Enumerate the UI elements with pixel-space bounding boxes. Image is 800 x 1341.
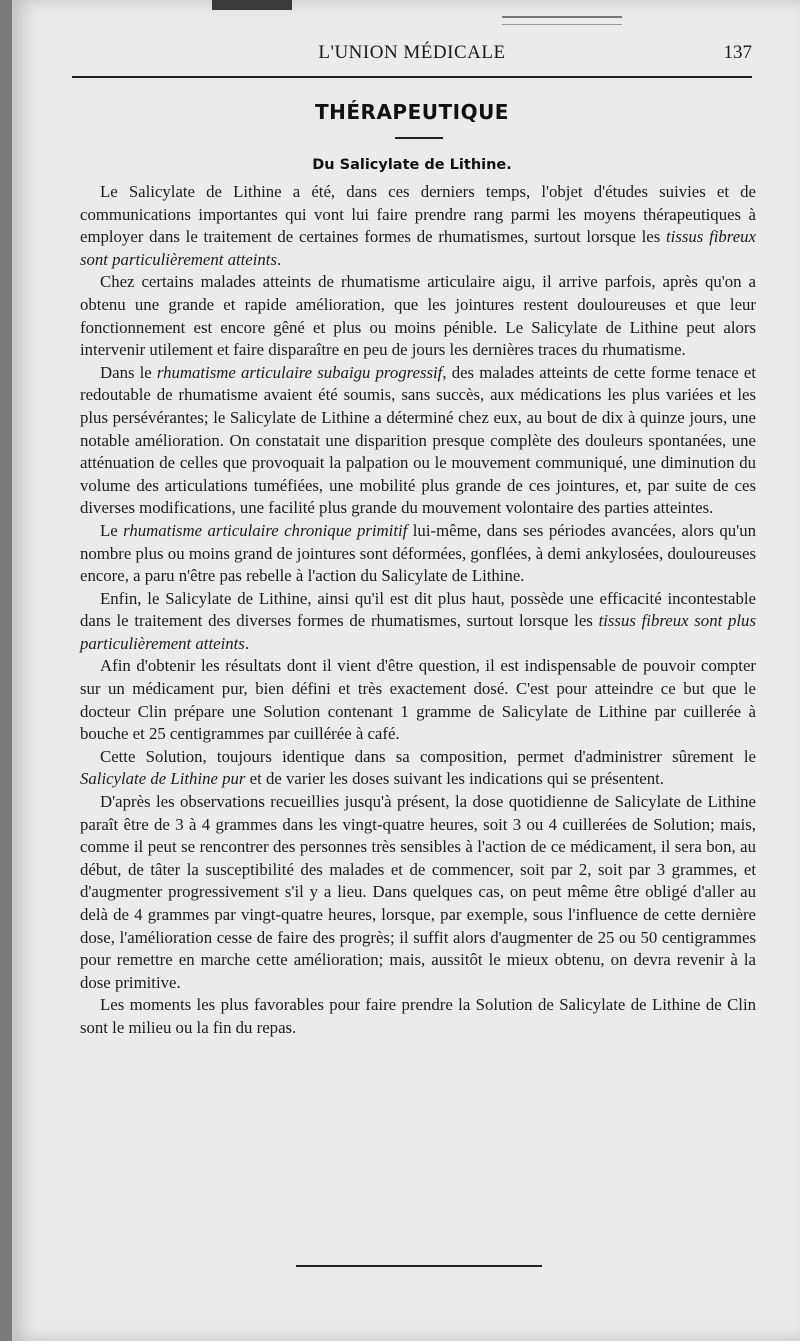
article-body	[80, 181, 756, 1040]
paragraph: Le rhumatisme articulaire chronique primitif lui-même, dans ses périodes avancées, alors qu'un nombre plus ou moins grand de jointures sont déformées, gonflées, à demi ankylosées, douloureuses encore, a paru n'être pas rebelle à l'action du Salicylate de Lithine.	[80, 520, 756, 586]
journal-title: L'UNION MÉDICALE	[318, 42, 506, 63]
header-rule	[72, 76, 752, 78]
document-page	[12, 0, 800, 1341]
paragraph: Afin d'obtenir les résultats dont il vient d'être question, il est indispensable de pouvoir compter sur un médicament pur, bien défini et très exactement dosé. C'est pour atteindre ce but que le docteur Clin prépare une Solution contenant 1 gramme de Salicylate de Lithine par cuillerée à bouche et 25 centigrammes par cuillérée à café.	[80, 656, 756, 744]
section-title: THÉRAPEUTIQUE	[315, 100, 509, 124]
title-divider	[395, 137, 443, 139]
paragraph: Dans le rhumatisme articulaire subaigu progressif, des malades atteints de cette forme tenace et redoutable de rhumatisme avaient été soumis, sans succès, aux médications les plus variées et les plus persévérantes; le Salicylate de Lithine a déterminé chez eux, au bout de dix à quinze jours, une notable amélioration. On constatait une disparition presque complète des douleurs spontanées, une atténuation de celles que provoquait la palpation ou le mouvement communiqué, une diminution du volume des articulations tuméfiées, une mobilité plus grande de ces jointures, et, par suite de ces diverses modifications, une facilité plus grande du mouvement volontaire des parties atteintes.	[80, 362, 756, 518]
page-number: 137	[723, 42, 752, 63]
end-rule	[296, 1265, 542, 1267]
paragraph: Chez certains malades atteints de rhumatisme articulaire aigu, il arrive parfois, après qu'on a obtenu une grande et rapide amélioration, que les jointures restent douloureuses et que leur fonctionnement est encore gêné et plus ou moins pénible. Le Salicylate de Lithine peut alors intervenir utilement et faire disparaître en peu de jours les dernières traces du rhumatisme.	[80, 272, 756, 360]
emphasis: Salicylate de Lithine pur	[80, 769, 246, 789]
paragraph: Les moments les plus favorables pour faire prendre la Solution de Salicylate de Lithine de Clin sont le milieu ou la fin du repas.	[80, 995, 756, 1037]
emphasis: rhumatisme articulaire chronique primitif	[123, 520, 408, 540]
emphasis: tissus fibreux sont particulièrement atteints	[80, 227, 756, 269]
paragraph: Enfin, le Salicylate de Lithine, ainsi qu'il est dit plus haut, possède une efficacité incontestable dans le traitement des diverses formes de rhumatismes, surtout lorsque les tissus fibreux sont plus particulièrement atteints.	[80, 588, 756, 653]
paragraph: D'après les observations recueillies jusqu'à présent, la dose quotidienne de Salicylate de Lithine paraît être de 3 à 4 grammes dans les vingt-quatre heures, soit 3 ou 4 cuillerées de Solution; mais, comme il peut se rencontrer des personnes très sensibles à l'action de ce médicament, il sera bon, au début, de tâter la susceptibilité des malades et de commencer, soit par 2, soit par 3 grammes, et d'augmenter progressivement s'il y a lieu. Dans quelques cas, on peut même être obligé d'aller au delà de 4 grammes par vingt-quatre heures, lorsque, par exemple, sous l'influence de cette dernière dose, l'amélioration cesse de faire des progrès; il suffit alors d'augmenter de 25 ou 50 centigrammes pour remettre en marche cette amélioration; mais, aussitôt le mieux obtenu, on devra revenir à la dose primitive.	[80, 792, 756, 992]
emphasis: rhumatisme articulaire subaigu progressif	[156, 362, 443, 382]
running-header	[72, 42, 752, 72]
scan-artifact	[212, 0, 292, 10]
article-subtitle: Du Salicylate de Lithine.	[312, 157, 512, 173]
paragraph: Cette Solution, toujours identique dans sa composition, permet d'administrer sûrement le Salicylate de Lithine pur et de varier les doses suivant les indications qui se présentent.	[80, 746, 756, 789]
emphasis: tissus fibreux sont plus particulièrement atteints	[80, 611, 756, 653]
paragraph: Le Salicylate de Lithine a été, dans ces derniers temps, l'objet d'études suivies et de communications importantes qui vont lui faire prendre rang parmi les moyens thérapeutiques à employer dans le traitement de certaines formes de rhumatismes, surtout lorsque les tissus fibreux sont particulièrement atteints.	[80, 182, 756, 269]
scan-artifact-stamp	[502, 16, 622, 25]
